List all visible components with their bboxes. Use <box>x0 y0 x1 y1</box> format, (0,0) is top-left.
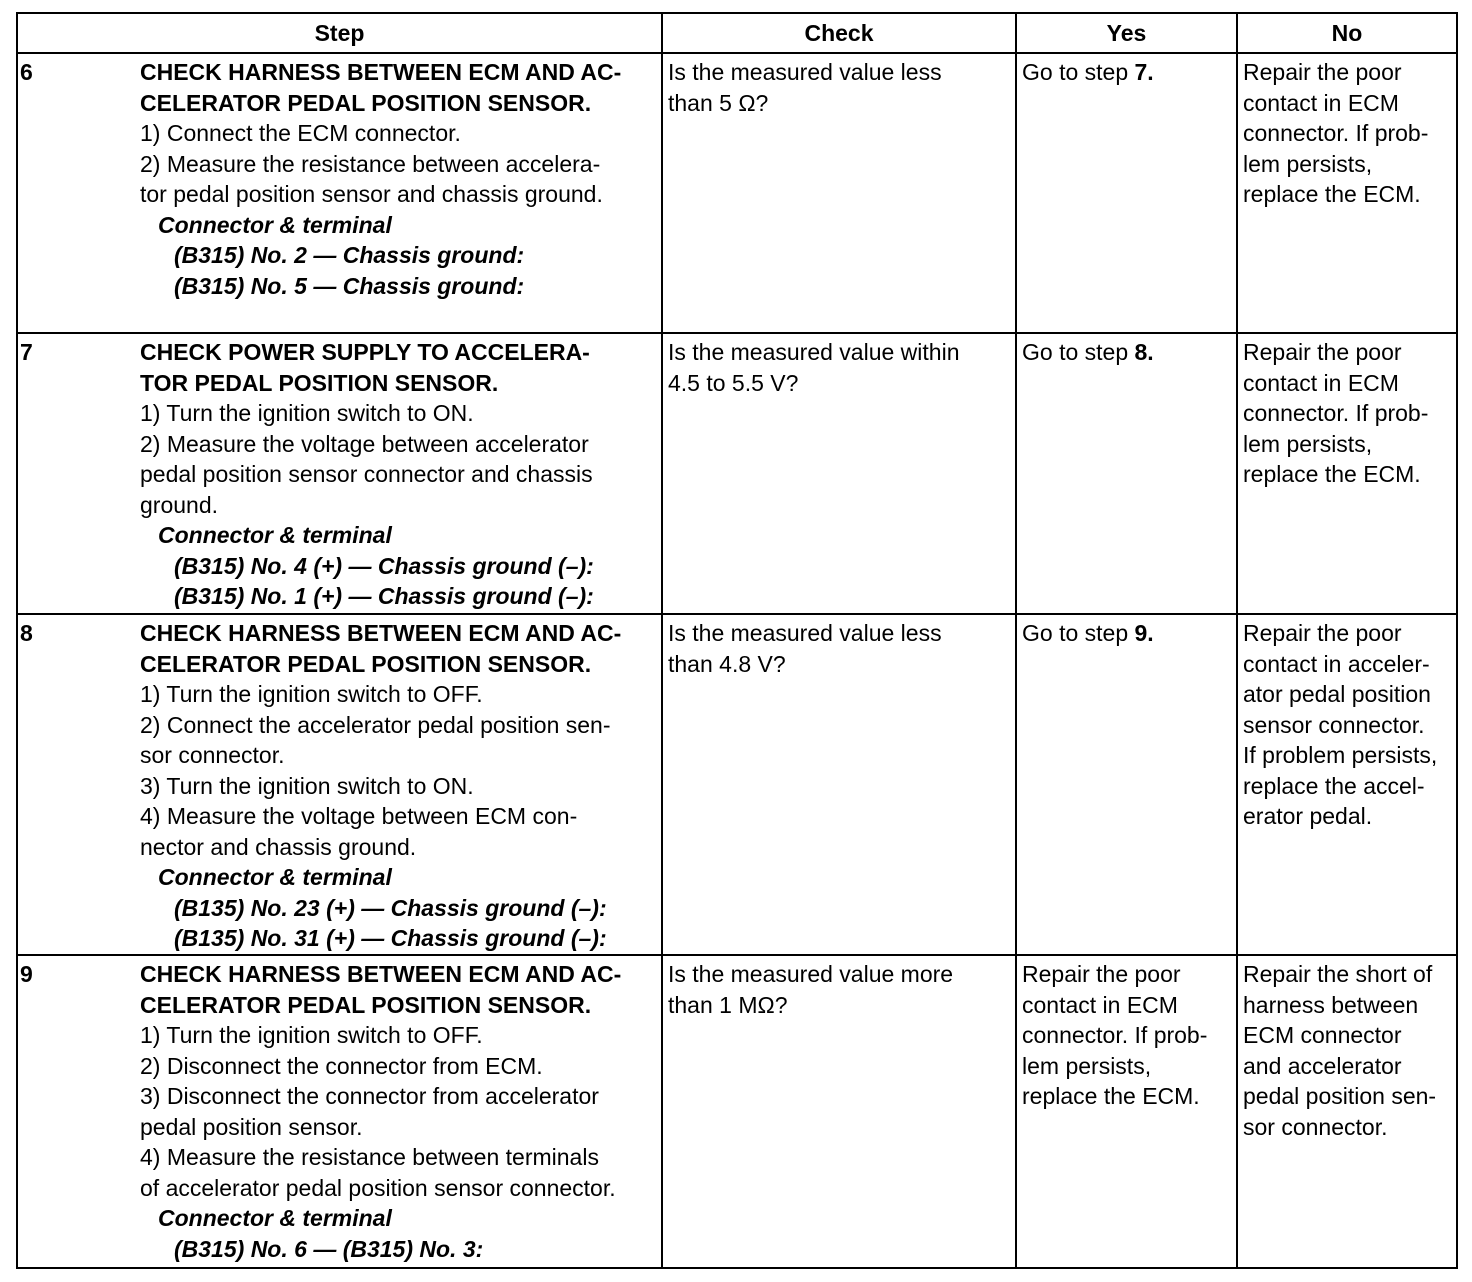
step-instruction: pedal position sensor connector and chassis <box>140 461 593 487</box>
table-row <box>17 333 1457 614</box>
connector-label: Connector & terminal <box>158 1205 392 1231</box>
terminal-spec: (B315) No. 6 — (B315) No. 3: <box>174 1235 484 1262</box>
connector-label: Connector & terminal <box>158 864 392 890</box>
no-text: Repair the short of <box>1243 961 1433 987</box>
no-cell <box>1237 955 1457 1268</box>
step-title: TOR PEDAL POSITION SENSOR. <box>140 369 499 396</box>
no-text: contact in ECM <box>1243 369 1399 396</box>
table-row <box>17 955 1457 1268</box>
check-text: Is the measured value less <box>668 59 942 85</box>
step-instruction: 1) Connect the ECM connector. <box>140 120 461 146</box>
header-check: Check <box>662 13 1016 53</box>
step-number: 6 <box>20 59 33 85</box>
connector-label: Connector & terminal <box>158 522 392 548</box>
yes-text: Go to step <box>1022 620 1135 646</box>
step-instruction: pedal position sensor. <box>140 1113 363 1140</box>
check-text: than 1 MΩ? <box>668 991 788 1018</box>
step-title: CHECK POWER SUPPLY TO ACCELERA- <box>140 339 590 365</box>
no-text: sor connector. <box>1243 1113 1388 1140</box>
terminal-spec: (B315) No. 1 (+) — Chassis ground (–): <box>174 583 594 609</box>
yes-step-ref: 8. <box>1134 339 1154 365</box>
step-instruction: 2) Measure the resistance between accelera- <box>140 150 601 177</box>
no-text: contact in acceler- <box>1243 650 1430 677</box>
header-row <box>17 13 1457 53</box>
terminal-spec: (B135) No. 23 (+) — Chassis ground (–): <box>174 894 607 921</box>
step-title: CELERATOR PEDAL POSITION SENSOR. <box>140 650 592 677</box>
no-text: and accelerator <box>1243 1052 1402 1079</box>
step-instruction: 1) Turn the ignition switch to ON. <box>140 400 474 426</box>
no-text: contact in ECM <box>1243 89 1399 116</box>
yes-text: contact in ECM <box>1022 991 1178 1018</box>
check-cell <box>662 333 1016 614</box>
yes-text: connector. If prob- <box>1022 1022 1208 1048</box>
step-instruction: 4) Measure the voltage between ECM con- <box>140 803 578 829</box>
no-text: connector. If prob- <box>1243 400 1429 426</box>
step-cell <box>17 53 662 333</box>
header-step: Step <box>17 13 662 53</box>
step-cell <box>17 955 662 1268</box>
connector-label: Connector & terminal <box>158 211 392 238</box>
yes-step-ref: 7. <box>1134 59 1154 85</box>
step-title: CHECK HARNESS BETWEEN ECM AND AC- <box>140 59 622 85</box>
yes-cell <box>1016 53 1237 333</box>
no-cell <box>1237 53 1457 333</box>
no-text: connector. If prob- <box>1243 120 1429 146</box>
step-instruction: tor pedal position sensor and chassis ground. <box>140 181 603 207</box>
step-instruction: 2) Connect the accelerator pedal position sen- <box>140 711 611 738</box>
header-no: No <box>1237 13 1457 53</box>
yes-cell <box>1016 333 1237 614</box>
no-text: Repair the poor <box>1243 59 1402 85</box>
check-text: than 5 Ω? <box>668 89 769 116</box>
check-text: Is the measured value more <box>668 961 954 987</box>
step-instruction: 2) Measure the voltage between accelerator <box>140 430 589 457</box>
header-yes: Yes <box>1016 13 1237 53</box>
step-instruction: 1) Turn the ignition switch to OFF. <box>140 681 483 707</box>
no-text: pedal position sen- <box>1243 1083 1437 1109</box>
step-instruction: 3) Turn the ignition switch to ON. <box>140 772 474 799</box>
check-cell <box>662 955 1016 1268</box>
terminal-spec: (B315) No. 5 — Chassis ground: <box>174 272 525 299</box>
step-instruction: 4) Measure the resistance between terminals <box>140 1144 599 1170</box>
step-number: 9 <box>20 961 33 987</box>
step-instruction: 3) Disconnect the connector from accelerator <box>140 1083 599 1109</box>
no-text: ECM connector <box>1243 1022 1402 1048</box>
check-text: Is the measured value within <box>668 339 960 365</box>
no-text: sensor connector. <box>1243 711 1425 738</box>
step-instruction: 1) Turn the ignition switch to OFF. <box>140 1022 483 1048</box>
step-cell <box>17 614 662 955</box>
no-text: replace the ECM. <box>1243 181 1421 207</box>
no-text: replace the ECM. <box>1243 461 1421 487</box>
step-instruction: of accelerator pedal position sensor connector. <box>140 1174 616 1201</box>
yes-text: lem persists, <box>1022 1052 1152 1079</box>
no-cell <box>1237 333 1457 614</box>
no-text: erator pedal. <box>1243 803 1373 829</box>
step-cell <box>17 333 662 614</box>
step-instruction: 2) Disconnect the connector from ECM. <box>140 1052 543 1079</box>
step-title: CELERATOR PEDAL POSITION SENSOR. <box>140 991 592 1018</box>
check-text: 4.5 to 5.5 V? <box>668 369 799 396</box>
no-text: Repair the poor <box>1243 620 1402 646</box>
yes-cell <box>1016 955 1237 1268</box>
step-title: CHECK HARNESS BETWEEN ECM AND AC- <box>140 961 622 987</box>
table-row <box>17 614 1457 955</box>
yes-text: Go to step <box>1022 59 1135 85</box>
step-instruction: ground. <box>140 491 219 518</box>
diagnostic-table <box>16 12 1458 1269</box>
check-text: than 4.8 V? <box>668 650 786 677</box>
step-title: CELERATOR PEDAL POSITION SENSOR. <box>140 89 592 116</box>
step-number: 7 <box>20 339 33 365</box>
terminal-spec: (B135) No. 31 (+) — Chassis ground (–): <box>174 925 607 951</box>
step-instruction: nector and chassis ground. <box>140 833 417 860</box>
check-cell <box>662 53 1016 333</box>
yes-text: Repair the poor <box>1022 961 1181 987</box>
check-text: Is the measured value less <box>668 620 942 646</box>
no-text: replace the accel- <box>1243 772 1425 799</box>
no-text: harness between <box>1243 991 1419 1018</box>
no-text: lem persists, <box>1243 430 1373 457</box>
no-text: Repair the poor <box>1243 339 1402 365</box>
yes-cell <box>1016 614 1237 955</box>
yes-text: replace the ECM. <box>1022 1083 1200 1109</box>
terminal-spec: (B315) No. 2 — Chassis ground: <box>174 242 525 268</box>
check-cell <box>662 614 1016 955</box>
no-text: If problem persists, <box>1243 742 1438 768</box>
no-text: lem persists, <box>1243 150 1373 177</box>
table-row <box>17 53 1457 333</box>
terminal-spec: (B315) No. 4 (+) — Chassis ground (–): <box>174 552 594 579</box>
no-text: ator pedal position <box>1243 681 1431 707</box>
step-title: CHECK HARNESS BETWEEN ECM AND AC- <box>140 620 622 646</box>
no-cell <box>1237 614 1457 955</box>
yes-step-ref: 9. <box>1134 620 1154 646</box>
step-instruction: sor connector. <box>140 742 285 768</box>
yes-text: Go to step <box>1022 339 1135 365</box>
step-number: 8 <box>20 620 33 646</box>
